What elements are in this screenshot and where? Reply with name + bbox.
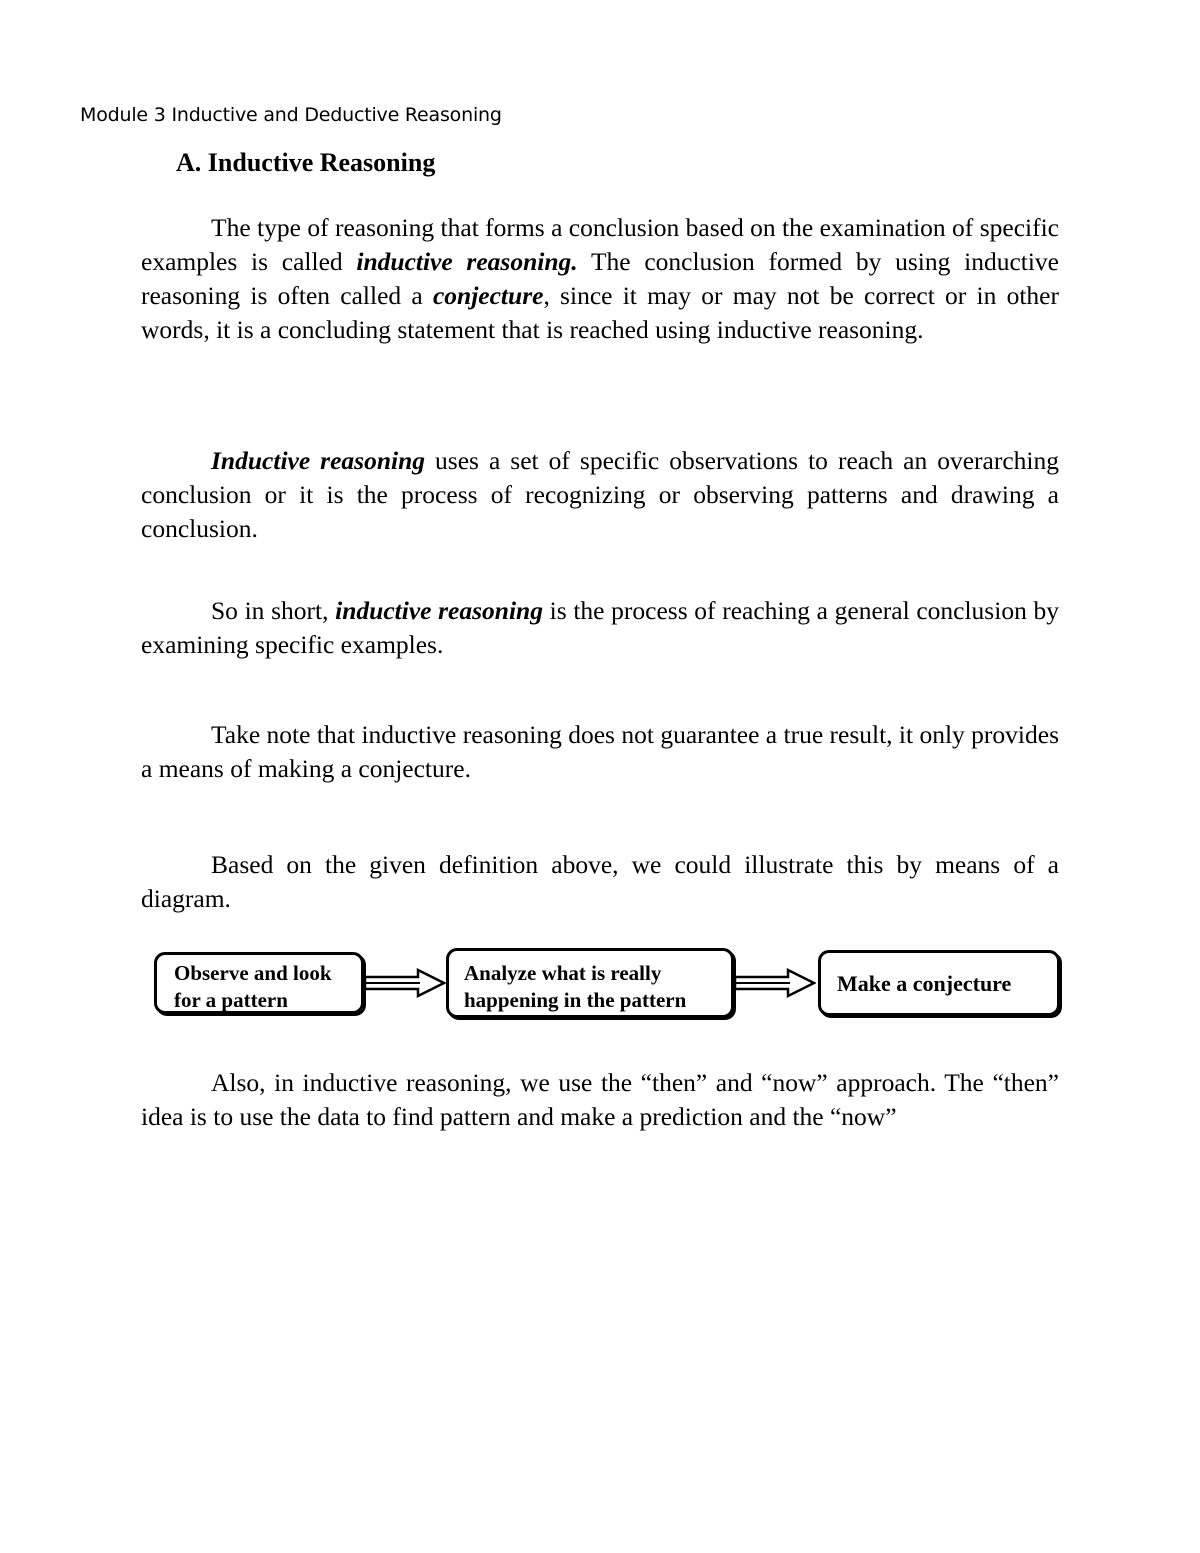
p2-text: uses a set of specific observations to reach an overarching conclusion or it is the process of recognizing or observing patterns and drawing a conclusion.	[141, 446, 1060, 543]
term-conjecture: conjecture	[432, 281, 544, 310]
paragraph-note: Take note that inductive reasoning does not guarantee a true result, it only provides a means of making a conjecture.	[141, 720, 1059, 783]
document-header: Module 3 Inductive and Deductive Reasoning	[80, 104, 502, 126]
step-observe-line2: for a pattern	[174, 988, 288, 1012]
term-inductive-reasoning: inductive reasoning.	[356, 247, 578, 276]
diagram-step-analyze	[446, 948, 734, 1018]
p3-text-b: is the process of reaching a general conclusion by examining specific examples.	[141, 596, 1059, 659]
paragraph-observations	[141, 444, 1059, 546]
double-arrow-icon	[734, 968, 816, 998]
diagram-step-conjecture: Make a conjecture	[818, 950, 1060, 1016]
diagram-step-observe	[154, 952, 364, 1014]
term-inductive-reasoning-3: inductive reasoning	[335, 596, 543, 625]
double-arrow-icon	[364, 968, 446, 998]
paragraph-then-now: Also, in inductive reasoning, we use the “then” and “now” approach. The “then” idea is to use the data to find pattern and make a prediction and the “now”	[141, 1068, 1059, 1131]
term-inductive-reasoning-2: Inductive reasoning	[211, 446, 426, 475]
step-observe-line1: Observe and look	[174, 961, 332, 985]
paragraph-summary	[141, 594, 1059, 662]
p3-text-a: So in short,	[211, 596, 336, 625]
step-analyze-line2: happening in the pattern	[464, 988, 687, 1012]
p1-text-b: The conclusion formed by using inductive reasoning is often called a	[141, 247, 1059, 310]
section-title: A. Inductive Reasoning	[176, 148, 436, 177]
paragraph-diagram-intro: Based on the given definition above, we could illustrate this by means of a diagram.	[141, 850, 1059, 913]
paragraph-definition	[141, 211, 1059, 347]
p1-text-c: , since it may or may not be correct or in other words, it is a concluding statement that is reached using inductive reasoning.	[141, 281, 1059, 344]
p1-text-a: The type of reasoning that forms a conclusion based on the examination of specific examples is called	[141, 213, 1059, 276]
step-analyze-line1: Analyze what is really	[464, 961, 662, 985]
process-diagram	[150, 944, 1064, 1024]
